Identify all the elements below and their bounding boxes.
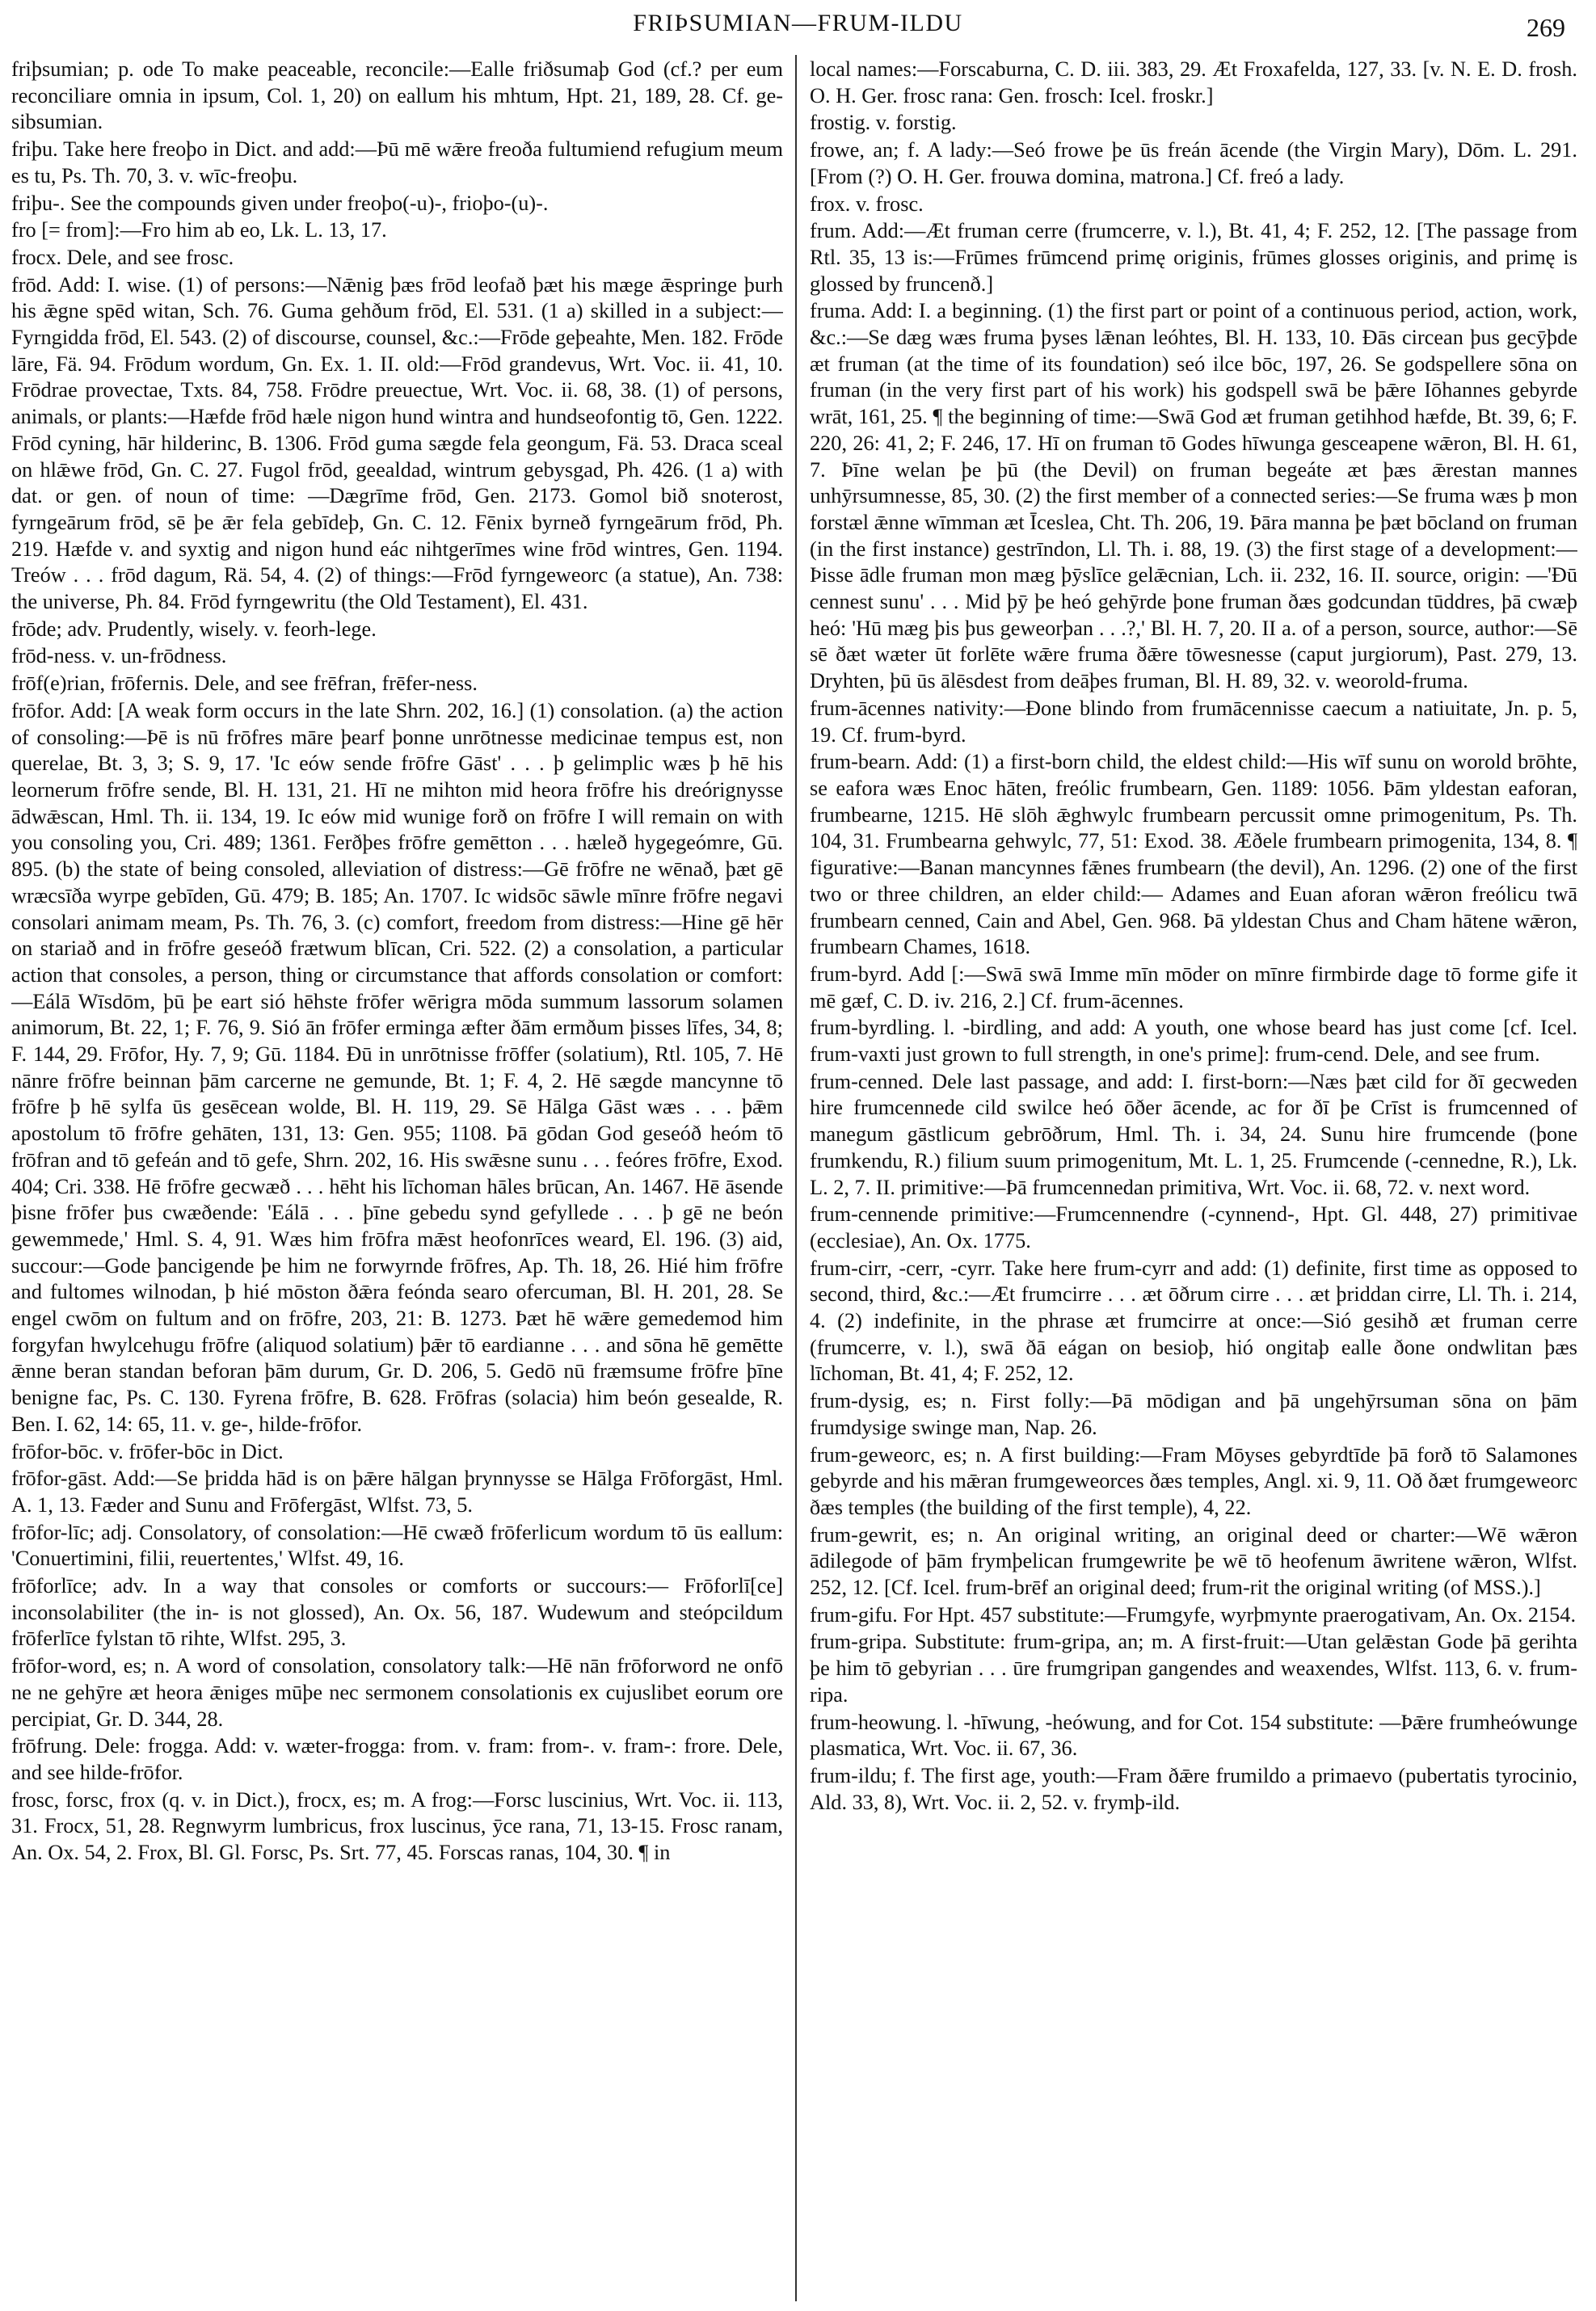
dictionary-entry: frōfor-word, es; n. A word of consolation, consolatory talk:—Hē nān frōforword ne onfō ne ne gehȳre æt heora ǣniges mūþe nec sermonem consolationis ex cujuslibet eorum ore percipiat, Gr. D. 344, 28. bbox=[11, 1654, 783, 1731]
dictionary-entry: frōfor-bōc. v. frōfer-bōc in Dict. bbox=[11, 1439, 284, 1463]
dictionary-entry: frosc, forsc, frox (q. v. in Dict.), frocx, es; m. A frog:—Forsc luscinius, Wrt. Voc. ii. 113, 31. Frocx, 51, 28. Regnwyrm lumbricus, frox luscinus, ȳce rana, 71, 13-15. Frosc ranam, An. Ox. 54, 2. Frox, Bl. Gl. Forsc, Ps. Srt. 77, 45. Forscas ranas, 104, 30. ¶ in bbox=[11, 1787, 783, 1865]
dictionary-entry: frōd. Add: I. wise. (1) of persons:—Nǣnig þæs frōd leofað þæt his mæge ǣspringe þurh his ǣgne spēd witan, Sch. 76. Guma gehðum frōd, El. 531. (1 a) skilled in a subject:—Fyrngidda frōd, El. 543. (2) of discourse, counsel, &c.:—Frōde geþeahte, Men. 182. Frōde lāre, Fä. 94. Frōdum wordum, Gn. Ex. 1. II. old:—Frōd grandevus, Wrt. Voc. ii. 41, 10. Frōdrae provectae, Txts. 84, 758. Frōdre preuectue, Wrt. Voc. ii. 68, 38. (1) of persons, animals, or plants:—Hæfde frōd hæle nigon hund wintra and hundseofontig tō, Gen. 1222. Frōd cyning, hār hilderinc, B. 1306. Frōd guma sægde fela geongum, Fä. 53. Draca sceal on hlǣwe frōd, Gn. C. 27. Fugol frōd, geealdad, wintrum gebysgad, Ph. 426. (1 a) with dat. or gen. of noun of time: —Dægrīme frōd, Gen. 2173. Gomol bið snoterost, fyrngeārum frōd, sē þe ǣr fela gebīdeþ, Gn. C. 12. Fēnix byrneð fyrngeārum frōd, Ph. 219. Hæfde v. and syxtig and nigon hund eác nihtgerīmes wine frōd wintres, Gen. 1194. Treów . . . frōd dagum, Rä. 54, 4. (2) of things:—Frōd fyrngeweorc (a statue), An. 738: the universe, Ph. 84. Frōd fyrngewritu (the Old Testament), El. 431. bbox=[11, 272, 783, 614]
dictionary-entry: frum-heowung. l. -hīwung, -heówung, and for Cot. 154 substitute: —Þǣre frumheówunge plasmatica, Wrt. Voc. ii. 67, 36. bbox=[810, 1710, 1577, 1761]
dictionary-entry: frum-ācennes nativity:—Ðone blindo from frumācennisse caecum a natiuitate, Jn. p. 5, 19. Cf. frum-byrd. bbox=[810, 696, 1577, 747]
dictionary-entry: frostig. v. forstig. bbox=[810, 111, 957, 135]
dictionary-entry: frōfor-līc; adj. Consolatory, of consolation:—Hē cwæð frōferlicum wordum tō ūs eallum: 'Conuertimini, filii, reuertentes,' Wlfst. 49, 16. bbox=[11, 1520, 783, 1571]
dictionary-entry: frōd-ness. v. un-frōdness. bbox=[11, 644, 227, 668]
running-head bbox=[0, 10, 1596, 42]
dictionary-entry: frum-byrd. Add [:—Swā swā Imme mīn mōder on mīnre firmbirde dage tō forme gife it mē gæf, C. D. iv. 216, 2.] Cf. frum-ācennes. bbox=[810, 962, 1577, 1012]
dictionary-entry: frum-gewrit, es; n. An original writing, an original deed or charter:—Wē wǣron ādilegode of þām frymþelican frumgewrite þe wē tō heofenum āwritene wǣron, Wlfst. 252, 12. [Cf. Icel. frum-brēf an original deed; frum-rit the original writing (of MSS.).] bbox=[810, 1522, 1577, 1600]
dictionary-entry: frōf(e)rian, frōfernis. Dele, and see frēfran, frēfer-ness. bbox=[11, 671, 478, 696]
dictionary-entry: frōforlīce; adv. In a way that consoles or comforts or succours:— Frōforlī[ce] inconsolabiliter (the in- is not glossed), An. Ox. 56, 187. Wudewum and steópcildum frōferlīce fylstan tō rihte, Wlfst. 295, 3. bbox=[11, 1574, 783, 1651]
right-column bbox=[810, 57, 1577, 2303]
dictionary-entry: frum-byrdling. l. -birdling, and add: A youth, one whose beard has just come [cf. Icel. frum-vaxti just grown to full strength, in one's prime]: frum-cend. Dele, and see frum. bbox=[810, 1016, 1577, 1067]
dictionary-entry: frum-dysig, es; n. First folly:—Þā mōdigan and þā ungehȳrsuman sōna on þām frumdysige swinge man, Nap. 26. bbox=[810, 1389, 1577, 1439]
column-divider bbox=[795, 55, 797, 2301]
dictionary-entry: friþsumian; p. ode To make peaceable, reconcile:—Ealle friðsumaþ God (cf.? per eum reconciliare omnia in ipsum, Col. 1, 20) on eallum his mhtum, Hpt. 21, 189, 28. Cf. ge-sibsumian. bbox=[11, 57, 783, 134]
dictionary-entry: friþu-. See the compounds given under freoþo(-u)-, frioþo-(u)-. bbox=[11, 191, 549, 215]
page-title: FRIÞSUMIAN—FRUM-ILDU bbox=[633, 10, 963, 36]
dictionary-entry: frocx. Dele, and see frosc. bbox=[11, 245, 234, 269]
dictionary-entry: frowe, an; f. A lady:—Seó frowe þe ūs freán ācende (the Virgin Mary), Dōm. L. 291. [From (?) O. H. Ger. frouwa domina, matrona.] Cf. freó a lady. bbox=[810, 138, 1577, 188]
dictionary-entry: frum-cennende primitive:—Frumcennendre (-cynnend-, Hpt. Gl. 448, 27) primitivae (ecclesiae), An. Ox. 1775. bbox=[810, 1202, 1577, 1252]
dictionary-entry: friþu. Take here freoþo in Dict. and add:—Þū mē wǣre freoða fultumiend refugium meum es tu, Ps. Th. 70, 3. v. wīc-freoþu. bbox=[11, 137, 783, 187]
dictionary-entry: frum-gripa. Substitute: frum-gripa, an; m. A first-fruit:—Utan gelǣstan Gode þā gerihta þe him tō gebyrian . . . ūre frumgripan gangendes and weaxendes, Wlfst. 113, 6. v. frum-ripa. bbox=[810, 1630, 1577, 1707]
dictionary-entry: frum-ildu; f. The first age, youth:—Fram ðǣre frumildo a primaevo (pubertatis tyrocinio, Ald. 33, 8), Wrt. Voc. ii. 2, 52. v. frymþ-ild. bbox=[810, 1764, 1577, 1814]
dictionary-entry: frum-cenned. Dele last passage, and add: I. first-born:—Næs þæt cild for ðī gecweden hire frumcennede cild swilce heó ōðer ācende, ac for ðī þe Crīst is frumcenned of manegum gāstlicum gebrōðrum, Hml. Th. i. 34, 24. Sunu hire frumcende (þone frumkendu, R.) filium suum primogenitum, Mt. L. 1, 25. Frumcende (-cennedne, R.), Lk. L. 2, 7. II. primitive:—Þā frumcennedan primitiva, Wrt. Voc. ii. 68, 72. v. next word. bbox=[810, 1069, 1577, 1199]
dictionary-entry: frōfrung. Dele: frogga. Add: v. wæter-frogga: from. v. fram: from-. v. fram-: frore. Dele, and see hilde-frōfor. bbox=[11, 1734, 783, 1784]
left-column bbox=[11, 57, 783, 2303]
dictionary-entry: frum-bearn. Add: (1) a first-born child, the eldest child:—His wīf sunu on worold brōhte, se eafora wæs Enoc hāten, freólic frumbearn, Gen. 1189: 1056. Þām yldestan eaforan, frumbearne, 1215. Hē slōh ǣghwylc frumbearn percussit omne primogenitum, Ps. Th. 104, 31. Frumbearna gehwylc, 77, 51: Exod. 38. Æðele frumbearn primogenita, 134, 8. ¶ figurative:—Banan mancynnes fǣnes frumbearn (the devil), An. 1296. (2) one of the first two or three children, an elder child:— Adames and Euan aforan wǣron freólicu twā frumbearn cenned, Cain and Abel, Gen. 968. Þā yldestan Chus and Cham hātene wǣron, frumbearn Chames, 1618. bbox=[810, 750, 1577, 959]
dictionary-entry: frum-geweorc, es; n. A first building:—Fram Mōyses gebyrdtīde þā forð tō Salamones gebyrde and his mǣran frumgeweorces ðæs temples, Angl. xi. 9, 11. Oð ðæt frumgeweorc ðæs temples (the building of the first temple), 4, 22. bbox=[810, 1442, 1577, 1519]
dictionary-entry: frōfor-gāst. Add:—Se þridda hād is on þǣre hālgan þrynnysse se Hālga Frōforgāst, Hml. A. 1, 13. Fæder and Sunu and Frōfergāst, Wlfst. 73, 5. bbox=[11, 1467, 783, 1517]
dictionary-entry: fruma. Add: I. a beginning. (1) the first part or point of a continuous period, action, work, &c.:—Se dæg wæs fruma þyses lǣnan leóhtes, Bl. H. 133, 10. Ðās circean þus gecȳþde æt fruman (at the time of its foundation) seó ilce bōc, 197, 26. Se godspellere sōna on fruman (in the very first part of his work) his godspell swā be þǣre Iōhannes gebyrde wrāt, 161, 25. ¶ the beginning of time:—Swā God æt fruman getihhod hæfde, Bt. 39, 6; F. 220, 26: 41, 2; F. 246, 17. Hī on fruman tō Godes hīwunga gesceapene wǣron, Bl. H. 61, 7. Þīne welan þe þū (the Devil) on fruman begeáte æt þæs ǣrestan mannes unhȳrsumnesse, 85, 30. (2) the first member of a connected series:—Se fruma wæs þ mon forstæl ǣnne wīmman æt Īceslea, Cht. Th. 206, 19. Þāra manna þe þæt bōcland on fruman (in the first instance) gestrīndon, Ll. Th. i. 88, 19. (3) the first stage of a development:—Þisse ādle fruman mon mæg þȳslīce gelǣcnian, Lch. ii. 232, 16. II. source, origin: —'Ðū cennest sunu' . . . Mid þȳ þe heó gehȳrde þone fruman ðæs godcundan tūddres, þā cwæþ heó: 'Hū mæg þis þus geweorþan . . .?,' Bl. H. 7, 20. II a. of a person, source, author:—Sē sē ðæt wæter ūt forlēte wǣre fruma ðǣre tōwesnesse (caput jurgiorum), Past. 279, 13. Dryhten, þū ūs ālēsdest from deāþes fruman, Bl. H. 89, 32. v. weorold-fruma. bbox=[810, 299, 1577, 693]
dictionary-entry: frōde; adv. Prudently, wisely. v. feorh-lege. bbox=[11, 617, 377, 641]
dictionary-entry: frum. Add:—Æt fruman cerre (frumcerre, v. l.), Bt. 41, 4; F. 252, 12. [The passage from Rtl. 35, 13 is:—Frūmes frūmcend primę originis, frūmes glosses originis, and primę is glossed by fruncenð.] bbox=[810, 219, 1577, 296]
dictionary-entry: frox. v. frosc. bbox=[810, 192, 924, 216]
dictionary-entry: frum-cirr, -cerr, -cyrr. Take here frum-cyrr and add: (1) definite, first time as opposed to second, third, &c.:—Æt frumcirre . . . æt ōðrum cirre . . . æt þriddan cirre, Ll. Th. i. 214, 4. (2) indefinite, in the phrase æt frumcirre at once:—Sió gesihð æt fruman cerre (frumcerre, v. l.), swā ðā eágan on besioþ, hió ongitaþ ealle ðone ondwlitan þæs līchoman, Bt. 41, 4; F. 252, 12. bbox=[810, 1256, 1577, 1386]
page-number: 269 bbox=[1527, 13, 1565, 42]
dictionary-entry: frōfor. Add: [A weak form occurs in the late Shrn. 202, 16.] (1) consolation. (a) the action of consoling:—Þē is nū frōfres māre þearf þonne unrōtnesse medicinae tempus est, non querelae, Bt. 3, 3; S. 9, 17. 'Ic eów sende frōfre Gāst' . . . þ gelimplic wæs þ hē his leornerum frōfre sende, Bl. H. 131, 21. Hī ne mihton mid heora frōfre his dreórignysse ādwǣscan, Hml. Th. ii. 134, 19. Ic eów mid wunige forð on frōfre I will remain on with you consoling you, Cri. 489; 1361. Ferðþes frōfre gemētton . . . hæleð hygegeómre, Gū. 895. (b) the state of being consoled, alleviation of distress:—Gē frōfre ne wēnað, þæt gē wræcsīða wyrpe gebīden, Gū. 479; B. 185; An. 1707. Ic widsōc sāwle mīnre frōfre negavi consolari animam meam, Ps. Th. 76, 3. (c) comfort, freedom from distress:—Hine gē hēr on stariað and in frōfre geseóð frætwum blīcan, Cri. 522. (2) a consolation, a particular action that consoles, a person, thing or circumstance that affords consolation or comfort:—Eálā Wīsdōm, þū þe eart sió hēhste frōfer wērigra mōda summum lassorum solamen animorum, Bt. 22, 1; F. 76, 9. Sió ān frōfer erminga æfter ðām ermðum þisses līfes, 34, 8; F. 144, 29. Frōfor, Hy. 7, 9; Gū. 1184. Ðū in unrōtnisse frōffer (solatium), Rtl. 105, 7. Hē nānre frōfre beinnan þām carcerne ne gemunde, Bt. 1; F. 4, 2. Hē sægde mancynne tō frōfre þ hē sylfa ūs gesēcean wolde, Bl. H. 119, 29. Sē Hālga Gāst wæs . . . þǣm apostolum tō frōfre gehāten, 131, 13: Gen. 955; 1108. Þā gōdan God geseóð heóm tō frōfran and tō gefeán and tō gefe, Shrn. 202, 16. His swǣsne sunu . . . feóres frōfre, Exod. 404; Cri. 338. Hē frōfre gecwæð . . . hēht his līchoman hāles brūcan, An. 1467. Hē āsende þisne frōfer þus cwæðende: 'Eálā . . . þīne gebedu synd gefyllede . . . þ gē ne beón gewemmede,' Hml. S. 4, 91. Wæs him frōfra mǣst heofonrīces weard, El. 196. (3) aid, succour:—Gode þancigende þe him ne forwyrnde frōfres, Ap. Th. 18, 26. Hié him frōfre and fultomes wilnodan, þ hié mōston ðǣra feónda searo ofercuman, Bl. H. 201, 28. Se engel cwōm on fultum and on frōfre, 203, 21: B. 1273. Þæt hē wǣre gemedemod him forgyfan hwylcehugu frōfre (aliquod solatium) þǣr tō eardianne . . . and sōna hē gemētte ǣnne beran standan beforan þām durum, Gr. D. 206, 5. Gedō nū fræmsume frōfre þīne benigne fac, Ps. C. 130. Fyrena frōfre, B. 628. Frōfras (solacia) him beón gesealde, R. Ben. I. 62, 14: 65, 11. v. ge-, hilde-frōfor. bbox=[11, 698, 783, 1436]
dictionary-entry: fro [= from]:—Fro him ab eo, Lk. L. 13, 17. bbox=[11, 218, 387, 242]
dictionary-entry: local names:—Forscaburna, C. D. iii. 383, 29. Æt Froxafelda, 127, 33. [v. N. E. D. frosh. O. H. Ger. frosc rana: Gen. frosch: Icel. froskr.] bbox=[810, 57, 1577, 107]
dictionary-entry: frum-gifu. For Hpt. 457 substitute:—Frumgyfe, wyrþmynte praerogativam, An. Ox. 2154. bbox=[810, 1602, 1577, 1627]
